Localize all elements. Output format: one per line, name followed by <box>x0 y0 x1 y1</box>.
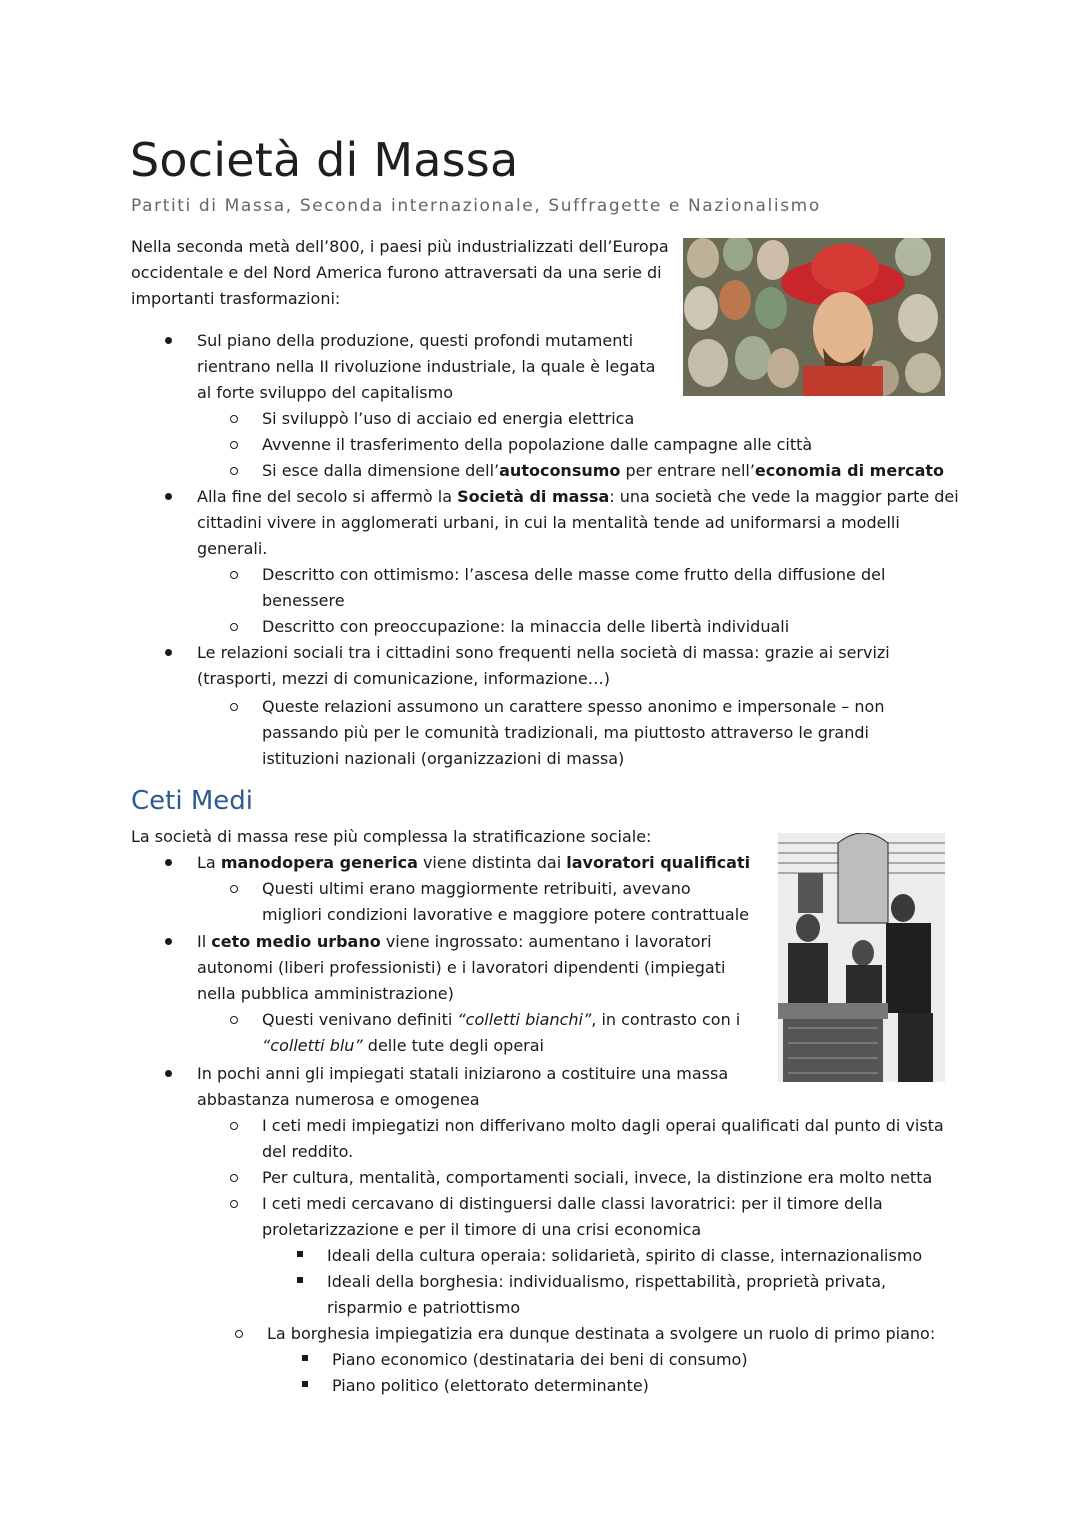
list-item: (trasporti, mezzi di comunicazione, informazione…) <box>197 669 610 688</box>
sub-list-item: passando più per le comunità tradizionali, ma piuttosto attraverso le grandi <box>262 723 869 742</box>
square-bullet-icon <box>297 1277 303 1283</box>
intro-paragraph: Nella seconda metà dell’800, i paesi più industrializzati dell’Europa occidentale e del Nord America furono attraversati da una serie di importanti trasformazioni: <box>131 237 669 308</box>
page-title: Società di Massa <box>130 133 519 187</box>
sub-sub-list-item: Piano politico (elettorato determinante) <box>332 1376 649 1395</box>
sub-bullet-icon <box>230 1200 238 1208</box>
list-item: Sul piano della produzione, questi profondi mutamenti <box>197 331 634 350</box>
list-item: Il ceto medio urbano viene ingrossato: aumentano i lavoratori <box>197 932 712 951</box>
sub-list-item: Descritto con preoccupazione: la minaccia delle libertà individuali <box>262 617 790 636</box>
square-bullet-icon <box>302 1381 308 1387</box>
bullet-icon <box>165 649 172 656</box>
sub-list-item: Descritto con ottimismo: l’ascesa delle masse come frutto della diffusione del <box>262 565 886 584</box>
list-item: autonomi (liberi professionisti) e i lavoratori dipendenti (impiegati <box>197 958 726 977</box>
list-item: generali. <box>197 539 268 558</box>
sub-list-item: La borghesia impiegatizia era dunque destinata a svolgere un ruolo di primo piano: <box>267 1324 936 1343</box>
bullet-icon <box>165 337 172 344</box>
list-item: cittadini vivere in agglomerati urbani, in cui la mentalità tende ad uniformarsi a modelli <box>197 513 900 532</box>
sub-list-item: Si sviluppò l’uso di acciaio ed energia elettrica <box>262 409 635 428</box>
list-item: rientrano nella II rivoluzione industriale, la quale è legata <box>197 357 656 376</box>
sub-bullet-icon <box>230 623 238 631</box>
square-bullet-icon <box>302 1355 308 1361</box>
sub-list-item: del reddito. <box>262 1142 354 1161</box>
bullet-icon <box>165 493 172 500</box>
section-lead: La società di massa rese più complessa la stratificazione sociale: <box>131 827 652 846</box>
list-item: Le relazioni sociali tra i cittadini sono frequenti nella società di massa: grazie ai servizi <box>197 643 890 662</box>
sub-list-item: istituzioni nazionali (organizzazioni di massa) <box>262 749 625 768</box>
bullet-icon <box>165 859 172 866</box>
sub-list-item: Per cultura, mentalità, comportamenti sociali, invece, la distinzione era molto netta <box>262 1168 933 1187</box>
sub-list-item: Questi ultimi erano maggiormente retribuiti, avevano <box>262 879 691 898</box>
sub-bullet-icon <box>230 441 238 449</box>
square-bullet-icon <box>297 1251 303 1257</box>
sub-list-item: proletarizzazione e per il timore di una crisi economica <box>262 1220 702 1239</box>
list-item: In pochi anni gli impiegati statali iniziarono a costituire una massa <box>197 1064 729 1083</box>
masks-painting-image <box>683 238 945 396</box>
sub-list-item: migliori condizioni lavorative e maggiore potere contrattuale <box>262 905 750 924</box>
sub-sub-list-item: risparmio e patriottismo <box>327 1298 521 1317</box>
sub-bullet-icon <box>230 1016 238 1024</box>
sub-bullet-icon <box>230 467 238 475</box>
sub-bullet-icon <box>230 1122 238 1130</box>
list-item: nella pubblica amministrazione) <box>197 984 454 1003</box>
sub-sub-list-item: Ideali della cultura operaia: solidarietà, spirito di classe, internazionalismo <box>327 1246 923 1265</box>
sub-bullet-icon <box>230 1174 238 1182</box>
bullet-icon <box>165 938 172 945</box>
sub-sub-list-item: Piano economico (destinataria dei beni di consumo) <box>332 1350 748 1369</box>
sub-sub-list-item: Ideali della borghesia: individualismo, rispettabilità, proprietà privata, <box>327 1272 887 1291</box>
sub-list-item: “colletti blu” delle tute degli operai <box>262 1036 544 1055</box>
sub-list-item: Questi venivano definiti “colletti bianchi”, in contrasto con i <box>262 1010 741 1029</box>
bullet-icon <box>165 1070 172 1077</box>
sub-bullet-icon <box>235 1330 243 1338</box>
sub-bullet-icon <box>230 885 238 893</box>
sub-list-item: Si esce dalla dimensione dell’autoconsumo per entrare nell’economia di mercato <box>262 461 944 480</box>
office-engraving-image <box>778 833 945 1082</box>
list-item: abbastanza numerosa e omogenea <box>197 1090 480 1109</box>
page-subtitle: Partiti di Massa, Seconda internazionale, Suffragette e Nazionalismo <box>131 196 821 216</box>
sub-list-item: Queste relazioni assumono un carattere spesso anonimo e impersonale – non <box>262 697 885 716</box>
list-item: Alla fine del secolo si affermò la Società di massa: una società che vede la maggior parte dei <box>197 487 959 506</box>
list-item: La manodopera generica viene distinta dai lavoratori qualificati <box>197 853 751 872</box>
list-item: al forte sviluppo del capitalismo <box>197 383 453 402</box>
sub-list-item: I ceti medi cercavano di distinguersi dalle classi lavoratrici: per il timore della <box>262 1194 883 1213</box>
sub-bullet-icon <box>230 571 238 579</box>
sub-bullet-icon <box>230 415 238 423</box>
sub-list-item: I ceti medi impiegatizi non differivano molto dagli operai qualificati dal punto di vista <box>262 1116 944 1135</box>
section-heading: Ceti Medi <box>131 786 253 816</box>
sub-bullet-icon <box>230 703 238 711</box>
sub-list-item: Avvenne il trasferimento della popolazione dalle campagne alle città <box>262 435 813 454</box>
sub-list-item: benessere <box>262 591 345 610</box>
